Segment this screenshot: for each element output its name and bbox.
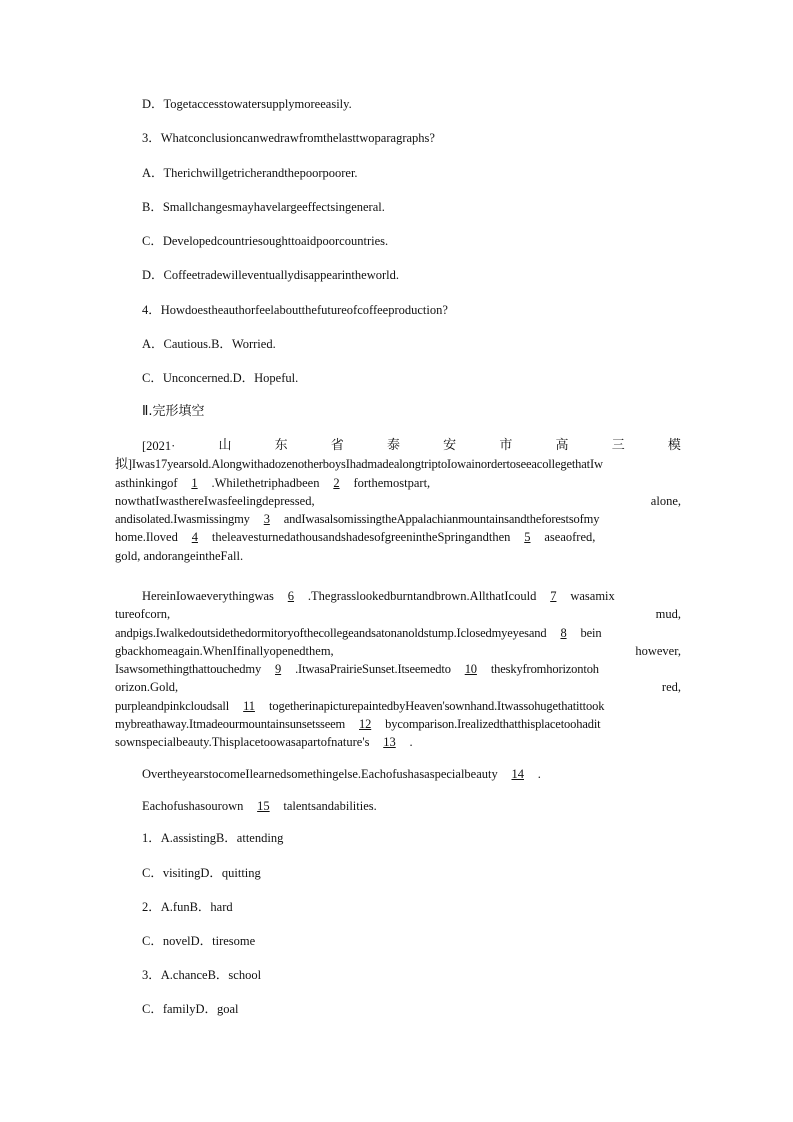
text-run: bycomparison.Irealizedthatthisplacetoohadit	[385, 717, 601, 732]
text-run: aseaofred,	[544, 530, 596, 545]
text-line: gold, andorangeintheFall.	[115, 548, 244, 563]
text-line	[115, 660, 681, 678]
blank-10: 10	[464, 662, 477, 677]
text-line	[115, 678, 681, 696]
text-run: alone,	[650, 493, 681, 508]
cloze-q1-options-ab: 1．A.assistingB．attending	[142, 831, 284, 845]
q3-option-b: B．Smallchangesmayhavelargeeffectsingeneral.	[142, 200, 385, 214]
text-run: togetherinapicturepaintedbyHeaven'sownhand.Itwassohugethatittook	[269, 698, 605, 713]
text-run: andisolated.Iwasmissingmy	[115, 512, 250, 527]
cloze-q3-options-ab: 3．A.chanceB．school	[142, 968, 262, 982]
source-char: 安	[443, 438, 457, 453]
text-run: .Whilethetriphadbeen	[211, 475, 320, 490]
text-run: .	[537, 767, 541, 781]
text-run: nowthatIwasthereIwasfeelingdepressed,	[115, 493, 315, 508]
text-run: andpigs.Iwalkedoutsidethedormitoryofthecollegeandsatonanoldstump.Iclosedmyeyesand	[115, 625, 547, 640]
source-char: 东	[274, 438, 288, 453]
text-run: ]Iwas17yearsold.AlongwithadozenotherboysIhadmadealongtriptoIowainordertoseeacollegethatIw	[127, 457, 603, 472]
source-char: 三	[611, 438, 625, 453]
text-run: HereinIowaeverythingwas	[142, 589, 274, 603]
section-title: Ⅱ.完形填空	[142, 404, 205, 419]
source-char: 拟	[115, 457, 128, 473]
passage-paragraph-4	[142, 799, 377, 813]
q4-options-cd: C．Unconcerned.D．Hopeful.	[142, 371, 299, 385]
blank-1: 1	[191, 475, 198, 490]
text-run: wasamix	[570, 589, 615, 603]
blank-5: 5	[524, 530, 531, 545]
q3-option-d: D．Coffeetradewilleventuallydisappearintheworld.	[142, 268, 399, 282]
text-run: mud,	[655, 607, 681, 622]
text-run: OvertheyearstocomeIlearnedsomethingelse.Eachofushasaspecialbeauty	[142, 767, 498, 781]
cloze-q3-options-cd: C．familyD．goal	[142, 1002, 239, 1016]
text-run: gbackhomeagain.WhenIfinallyopenedthem,	[115, 643, 334, 658]
cloze-q2-options-cd: C．novelD．tiresome	[142, 934, 256, 948]
text-line	[115, 492, 681, 510]
q2-option-d: D．Togetaccesstowatersupplymoreeasily.	[142, 97, 352, 111]
blank-4: 4	[191, 530, 198, 545]
text-line	[115, 733, 681, 751]
source-year: [2021·	[142, 439, 176, 453]
text-run: purpleandpinkcloudsall	[115, 698, 230, 713]
text-line	[115, 642, 681, 660]
blank-9: 9	[275, 662, 282, 677]
passage-paragraph-1	[115, 437, 681, 565]
blank-6: 6	[287, 589, 295, 603]
blank-2: 2	[333, 475, 340, 490]
text-line	[115, 697, 681, 715]
q3-option-c: C．Developedcountriesoughttoaidpoorcountries.	[142, 234, 389, 248]
blank-3: 3	[263, 512, 270, 527]
text-line	[115, 587, 681, 605]
source-char: 高	[555, 438, 569, 453]
q4-stem: 4．Howdoestheauthorfeelaboutthefutureofcoffeeproduction?	[142, 303, 448, 317]
text-line	[115, 624, 681, 642]
passage-paragraph-2	[115, 587, 681, 752]
text-run: andIwasalsomissingtheAppalachianmountainsandtheforestsofmy	[283, 512, 600, 527]
q3-stem: 3．Whatconclusioncanwedrawfromthelasttwoparagraphs?	[142, 131, 435, 145]
text-run: .	[409, 735, 413, 750]
blank-15: 15	[257, 799, 270, 813]
passage-paragraph-3	[142, 767, 541, 781]
text-line	[115, 605, 681, 623]
q4-options-ab: A．Cautious.B．Worried.	[142, 337, 276, 351]
text-run: .ItwasaPrairieSunset.Itseemedto	[295, 662, 451, 677]
text-run: forthemostpart,	[353, 475, 431, 490]
source-line	[115, 437, 681, 455]
cloze-q1-options-cd: C．visitingD．quitting	[142, 866, 261, 880]
text-run: theleavesturnedathousandshadesofgreenintheSpringandthen	[211, 530, 511, 545]
source-char: 泰	[387, 438, 401, 453]
text-run: home.Iloved	[115, 530, 178, 545]
text-run: red,	[661, 680, 681, 695]
text-line	[115, 474, 681, 492]
blank-8: 8	[560, 625, 567, 640]
text-run: mybreathaway.Itmadeourmountainsunsetsseem	[115, 717, 346, 732]
text-run: tureofcorn,	[115, 607, 171, 622]
text-run: .Thegrasslookedburntandbrown.AllthatIcould	[307, 589, 537, 603]
text-line	[115, 715, 681, 733]
cloze-q2-options-ab: 2．A.funB．hard	[142, 900, 233, 914]
blank-13: 13	[383, 735, 396, 750]
blank-7: 7	[550, 589, 557, 603]
text-run: talentsandabilities.	[283, 799, 377, 813]
text-run: orizon.Gold,	[115, 680, 179, 695]
text-run: asthinkingof	[115, 475, 178, 490]
text-run: bein	[580, 625, 602, 640]
text-run: however,	[635, 643, 681, 658]
text-line	[115, 455, 681, 473]
text-line	[115, 528, 681, 546]
text-run: Eachofushasourown	[142, 799, 244, 813]
blank-11: 11	[243, 698, 255, 713]
text-run: Isawsomethingthattouchedmy	[115, 662, 262, 677]
source-char: 市	[499, 438, 513, 453]
blank-14: 14	[511, 767, 524, 781]
blank-12: 12	[359, 717, 372, 732]
text-run: theskyfromhorizontoh	[490, 662, 599, 677]
source-char: 省	[330, 438, 344, 453]
source-char: 山	[218, 438, 232, 453]
text-run: sownspecialbeauty.Thisplacetoowasapartofnature's	[115, 735, 370, 750]
q3-option-a: A．Therichwillgetricherandthepoorpoorer.	[142, 166, 358, 180]
text-line	[115, 510, 681, 528]
source-char: 模	[667, 438, 681, 453]
